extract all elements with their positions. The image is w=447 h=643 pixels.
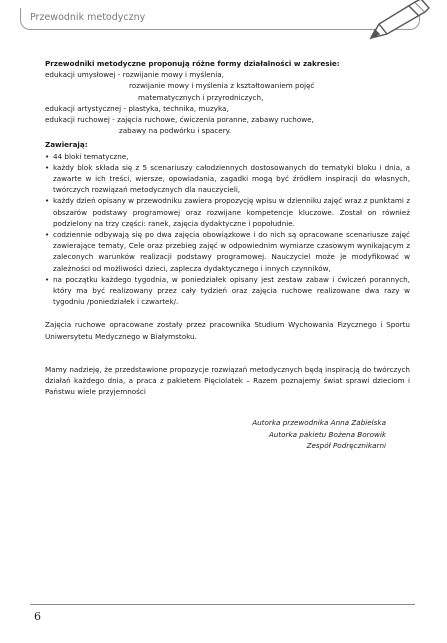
signature-line: Zespół Podręcznikarni [306,440,386,450]
list-item: • codziennie odbywają się po dwa zajęcia obowiązkowe i do nich są opracowane scenariusze zajęć zawierające tematy, Cele oraz przebieg zajęć w odpowiednim wymiarze czasowym wynikającym z zaleconych warunków realizacji podstawy programowej. Nauczyciel może je modyfikować w zależności od możliwości dzieci, zaplecza dydaktycznego i innych czynników, [45,229,410,274]
signature-line: Autorka przewodnika Anna Zabielska [252,418,386,428]
footer-rule [30,604,415,605]
intro-heading: Przewodniki metodyczne proponują różne formy działalności w zakresie: [45,59,340,68]
intro-line: rozwijanie mowy i myślenia z kształtowaniem pojęć [129,81,315,91]
contents-heading: Zawierają: [45,140,88,150]
pencil-icon [365,0,435,42]
contents-list [45,151,410,308]
signature-line: Autorka pakietu Bożena Borowik [268,429,386,439]
intro-line: zabawy na podwórku i spacery. [119,126,232,136]
intro-line: edukacji ruchowej - zajęcia ruchowe, ćwiczenia poranne, zabawy ruchowe, [45,115,314,125]
intro-line: matematycznych i przyrodniczych, [138,92,264,102]
page-content [45,58,410,451]
header-title: Przewodnik metodyczny [30,12,146,23]
page-number: 6 [34,610,41,623]
note-paragraph: Zajęcia ruchowe opracowane zostały przez pracownika Studium Wychowania Fizycznego i Sportu Uniwersytetu Medycznego w Białymstoku. [45,320,410,341]
list-item: • 44 bloki tematyczne, [45,151,410,162]
list-item: • na początku każdego tygodnia, w poniedziałek opisany jest zestaw zabaw i ćwiczeń porannych, który ma być realizowany przez cały tydzień oraz zajęcia ruchowe realizowane dwa razy w tygodniu /poniedziałek i czwartek/. [45,274,410,308]
page-header [20,8,420,30]
intro-line: edukacji umysłowej - rozwijanie mowy i myślenia, [45,70,224,80]
list-item: • każdy blok składa się z 5 scenariuszy całodziennych dostosowanych do tematyki bloku i dnia, a zawarte w ich treści, wiersze, opowiadania, zagadki mogą być źródłem inspiracji do własnych, twórczych rozwiązań metodycznych dla nauczycieli, [45,162,410,196]
list-item: • każdy dzień opisany w przewodniku zawiera propozycję wpisu w dzienniku zajęć wraz z punktami z obszarów podstawy programowej oraz rozwijane kompetencje kluczowe. Został on również podzielony na trzy części: ranek, zajęcia dydaktyczne i popołudnie. [45,195,410,229]
closing-paragraph: Mamy nadzieję, że przedstawione propozycje rozwiązań metodycznych będą inspiracją do twórczych działań każdego dnia, a praca z pakietem Pięciolatek – Razem poznajemy świat sprawi dzieciom i Państwu wiele przyjemności [45,364,410,397]
intro-line: edukacji artystycznej - plastyka, technika, muzyka, [45,103,229,113]
